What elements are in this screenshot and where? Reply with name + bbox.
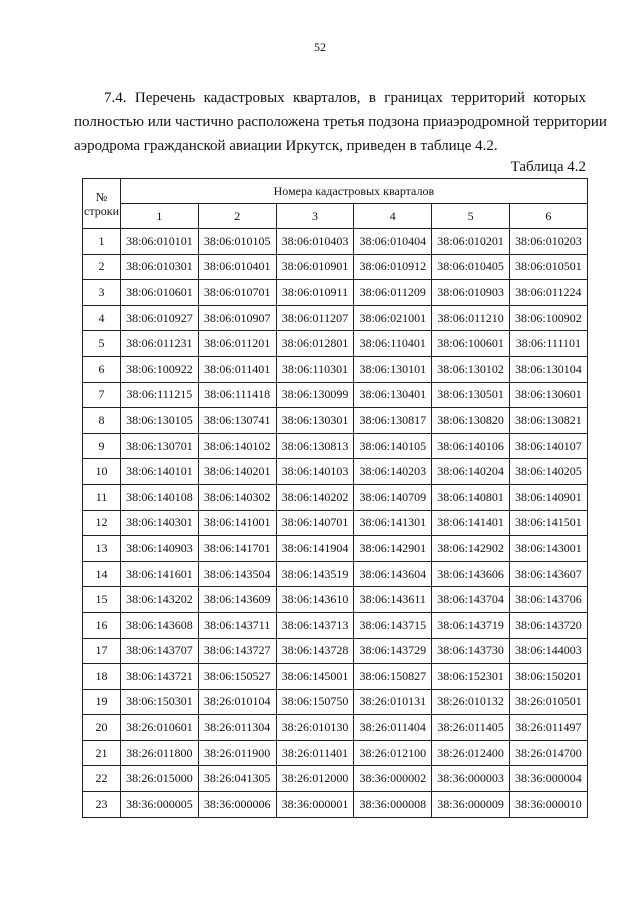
cadastral-number-cell: 38:06:143608 (121, 612, 199, 638)
table-row (83, 254, 588, 280)
row-number-cell: 6 (83, 356, 121, 382)
cadastral-number-cell: 38:06:111101 (509, 331, 587, 357)
cadastral-number-cell: 38:06:100902 (509, 305, 587, 331)
cadastral-number-cell: 38:06:011210 (432, 305, 510, 331)
table-row (83, 561, 588, 587)
cadastral-number-cell: 38:06:143719 (432, 612, 510, 638)
cadastral-number-cell: 38:26:011800 (121, 740, 199, 766)
cadastral-number-cell: 38:06:010404 (354, 229, 432, 255)
cadastral-number-cell: 38:26:012000 (276, 766, 354, 792)
cadastral-number-cell: 38:06:141601 (121, 561, 199, 587)
cadastral-number-cell: 38:36:000005 (121, 792, 199, 818)
table-row (83, 356, 588, 382)
cadastral-number-cell: 38:06:011231 (121, 331, 199, 357)
column-numbers-row (83, 204, 588, 229)
table-header-row (83, 179, 588, 204)
cadastral-number-cell: 38:06:010101 (121, 229, 199, 255)
cadastral-number-cell: 38:26:010131 (354, 689, 432, 715)
table-row (83, 229, 588, 255)
intro-line-2: полностью или частично расположена третья подзона приаэродромной территории (74, 114, 607, 130)
cadastral-number-cell: 38:06:130501 (432, 382, 510, 408)
table-row (83, 305, 588, 331)
cadastral-number-cell: 38:06:143611 (354, 587, 432, 613)
cadastral-number-cell: 38:06:140103 (276, 459, 354, 485)
cadastral-number-cell: 38:06:143729 (354, 638, 432, 664)
row-number-header-label: строки (84, 203, 119, 218)
cadastral-number-cell: 38:26:012400 (432, 740, 510, 766)
cadastral-number-cell: 38:06:130701 (121, 433, 199, 459)
table-row (83, 587, 588, 613)
cadastral-number-cell: 38:06:143715 (354, 612, 432, 638)
cadastral-number-cell: 38:06:130741 (198, 408, 276, 434)
table-row (83, 792, 588, 818)
cadastral-number-cell: 38:06:111215 (121, 382, 199, 408)
table-row (83, 715, 588, 741)
cadastral-number-cell: 38:06:141001 (198, 510, 276, 536)
row-number-header-symbol: № (95, 189, 108, 204)
table-row (83, 536, 588, 562)
page-number: 52 (314, 40, 326, 54)
table-row (83, 766, 588, 792)
cadastral-number-cell: 38:06:140205 (509, 459, 587, 485)
table-body (83, 229, 588, 818)
column-number-header: 1 (121, 204, 199, 229)
cadastral-number-cell: 38:06:150301 (121, 689, 199, 715)
cadastral-number-cell: 38:06:143720 (509, 612, 587, 638)
row-number-cell: 13 (83, 536, 121, 562)
cadastral-number-cell: 38:06:140801 (432, 484, 510, 510)
table-row (83, 331, 588, 357)
cadastral-number-cell: 38:06:141301 (354, 510, 432, 536)
table-row (83, 510, 588, 536)
cadastral-number-cell: 38:06:010901 (276, 254, 354, 280)
table-row (83, 382, 588, 408)
row-number-cell: 10 (83, 459, 121, 485)
cadastral-number-cell: 38:06:150750 (276, 689, 354, 715)
cadastral-number-cell: 38:06:010601 (121, 280, 199, 306)
cadastral-number-cell: 38:36:000001 (276, 792, 354, 818)
cadastral-number-cell: 38:06:143604 (354, 561, 432, 587)
cadastral-number-cell: 38:06:010201 (432, 229, 510, 255)
cadastral-number-cell: 38:06:010911 (276, 280, 354, 306)
cadastral-number-cell: 38:06:012801 (276, 331, 354, 357)
intro-paragraph (74, 86, 607, 158)
cadastral-number-cell: 38:26:012100 (354, 740, 432, 766)
cadastral-number-cell: 38:06:143504 (198, 561, 276, 587)
cadastral-number-cell: 38:26:014700 (509, 740, 587, 766)
cadastral-number-cell: 38:36:000003 (432, 766, 510, 792)
cadastral-number-cell: 38:06:011224 (509, 280, 587, 306)
cadastral-number-cell: 38:06:152301 (432, 664, 510, 690)
cadastral-number-cell: 38:06:130401 (354, 382, 432, 408)
row-number-cell: 19 (83, 689, 121, 715)
row-number-cell: 17 (83, 638, 121, 664)
row-number-cell: 18 (83, 664, 121, 690)
cadastral-number-cell: 38:06:143610 (276, 587, 354, 613)
cadastral-number-cell: 38:06:130813 (276, 433, 354, 459)
row-number-cell: 22 (83, 766, 121, 792)
cadastral-number-cell: 38:36:000006 (198, 792, 276, 818)
cadastral-number-cell: 38:06:130817 (354, 408, 432, 434)
cadastral-number-cell: 38:06:140903 (121, 536, 199, 562)
cadastral-number-cell: 38:06:143728 (276, 638, 354, 664)
table-row (83, 740, 588, 766)
table-row (83, 484, 588, 510)
cadastral-number-cell: 38:06:130104 (509, 356, 587, 382)
cadastral-number-cell: 38:26:011405 (432, 715, 510, 741)
cadastral-numbers-header: Номера кадастровых кварталов (121, 179, 588, 204)
cadastral-number-cell: 38:06:130821 (509, 408, 587, 434)
cadastral-number-cell: 38:06:143730 (432, 638, 510, 664)
cadastral-number-cell: 38:06:150527 (198, 664, 276, 690)
table-row (83, 280, 588, 306)
cadastral-number-cell: 38:06:100922 (121, 356, 199, 382)
row-number-cell: 1 (83, 229, 121, 255)
cadastral-number-cell: 38:06:130105 (121, 408, 199, 434)
cadastral-number-cell: 38:06:010401 (198, 254, 276, 280)
cadastral-number-cell: 38:06:011201 (198, 331, 276, 357)
column-number-header: 6 (509, 204, 587, 229)
cadastral-number-cell: 38:06:140201 (198, 459, 276, 485)
cadastral-number-cell: 38:06:145001 (276, 664, 354, 690)
cadastral-number-cell: 38:06:143609 (198, 587, 276, 613)
cadastral-number-cell: 38:06:141501 (509, 510, 587, 536)
cadastral-number-cell: 38:06:143606 (432, 561, 510, 587)
cadastral-quarters-table (82, 178, 588, 818)
cadastral-number-cell: 38:26:011497 (509, 715, 587, 741)
cadastral-number-cell: 38:06:140701 (276, 510, 354, 536)
cadastral-number-cell: 38:06:141701 (198, 536, 276, 562)
cadastral-number-cell: 38:06:140901 (509, 484, 587, 510)
cadastral-number-cell: 38:06:143713 (276, 612, 354, 638)
cadastral-number-cell: 38:06:140107 (509, 433, 587, 459)
row-number-cell: 12 (83, 510, 121, 536)
cadastral-number-cell: 38:26:011401 (276, 740, 354, 766)
cadastral-number-cell: 38:36:000009 (432, 792, 510, 818)
cadastral-number-cell: 38:06:130099 (276, 382, 354, 408)
cadastral-number-cell: 38:06:140302 (198, 484, 276, 510)
cadastral-number-cell: 38:26:010130 (276, 715, 354, 741)
row-number-cell: 11 (83, 484, 121, 510)
cadastral-number-cell: 38:06:010701 (198, 280, 276, 306)
cadastral-number-cell: 38:06:142902 (432, 536, 510, 562)
cadastral-number-cell: 38:36:000004 (509, 766, 587, 792)
cadastral-number-cell: 38:06:130301 (276, 408, 354, 434)
cadastral-number-cell: 38:06:010927 (121, 305, 199, 331)
cadastral-number-cell: 38:06:143519 (276, 561, 354, 587)
cadastral-number-cell: 38:06:111418 (198, 382, 276, 408)
cadastral-number-cell: 38:06:110401 (354, 331, 432, 357)
cadastral-number-cell: 38:06:140709 (354, 484, 432, 510)
cadastral-number-cell: 38:06:143721 (121, 664, 199, 690)
column-number-header: 2 (198, 204, 276, 229)
cadastral-number-cell: 38:06:140101 (121, 459, 199, 485)
cadastral-number-cell: 38:06:010203 (509, 229, 587, 255)
cadastral-number-cell: 38:06:143727 (198, 638, 276, 664)
cadastral-number-cell: 38:26:041305 (198, 766, 276, 792)
cadastral-number-cell: 38:06:100601 (432, 331, 510, 357)
cadastral-number-cell: 38:36:000010 (509, 792, 587, 818)
column-number-header: 3 (276, 204, 354, 229)
table-row (83, 459, 588, 485)
cadastral-number-cell: 38:06:010907 (198, 305, 276, 331)
row-number-cell: 16 (83, 612, 121, 638)
cadastral-number-cell: 38:26:010132 (432, 689, 510, 715)
row-number-cell: 3 (83, 280, 121, 306)
cadastral-number-cell: 38:06:141401 (432, 510, 510, 536)
cadastral-number-cell: 38:06:010105 (198, 229, 276, 255)
cadastral-number-cell: 38:26:015000 (121, 766, 199, 792)
intro-line-3: аэродрома гражданской авиации Иркутск, приведен в таблице 4.2. (74, 138, 498, 154)
cadastral-number-cell: 38:06:143202 (121, 587, 199, 613)
cadastral-number-cell: 38:06:021001 (354, 305, 432, 331)
table-row (83, 408, 588, 434)
cadastral-number-cell: 38:26:011404 (354, 715, 432, 741)
cadastral-number-cell: 38:26:011900 (198, 740, 276, 766)
table-row (83, 638, 588, 664)
cadastral-number-cell: 38:06:140105 (354, 433, 432, 459)
column-number-header: 4 (354, 204, 432, 229)
cadastral-number-cell: 38:06:140202 (276, 484, 354, 510)
cadastral-number-cell: 38:06:010912 (354, 254, 432, 280)
cadastral-number-cell: 38:36:000002 (354, 766, 432, 792)
table-row (83, 612, 588, 638)
cadastral-number-cell: 38:26:010501 (509, 689, 587, 715)
cadastral-number-cell: 38:06:142901 (354, 536, 432, 562)
cadastral-number-cell: 38:06:143704 (432, 587, 510, 613)
cadastral-number-cell: 38:26:010104 (198, 689, 276, 715)
row-number-cell: 14 (83, 561, 121, 587)
row-number-cell: 21 (83, 740, 121, 766)
cadastral-number-cell: 38:06:130102 (432, 356, 510, 382)
row-number-cell: 2 (83, 254, 121, 280)
intro-line-1: 7.4. Перечень кадастровых кварталов, в границах территорий которых (104, 90, 586, 106)
cadastral-number-cell: 38:06:010301 (121, 254, 199, 280)
cadastral-number-cell: 38:36:000008 (354, 792, 432, 818)
cadastral-number-cell: 38:06:143001 (509, 536, 587, 562)
cadastral-number-cell: 38:06:143707 (121, 638, 199, 664)
row-number-cell: 15 (83, 587, 121, 613)
cadastral-number-cell: 38:06:130101 (354, 356, 432, 382)
cadastral-number-cell: 38:06:141904 (276, 536, 354, 562)
cadastral-number-cell: 38:06:140106 (432, 433, 510, 459)
cadastral-number-cell: 38:06:143711 (198, 612, 276, 638)
cadastral-number-cell: 38:06:144003 (509, 638, 587, 664)
cadastral-number-cell: 38:06:010405 (432, 254, 510, 280)
cadastral-number-cell: 38:06:011207 (276, 305, 354, 331)
cadastral-number-cell: 38:06:143706 (509, 587, 587, 613)
cadastral-number-cell: 38:06:010903 (432, 280, 510, 306)
cadastral-number-cell: 38:06:143607 (509, 561, 587, 587)
cadastral-number-cell: 38:06:011209 (354, 280, 432, 306)
cadastral-number-cell: 38:06:140108 (121, 484, 199, 510)
row-number-cell: 4 (83, 305, 121, 331)
cadastral-number-cell: 38:06:140301 (121, 510, 199, 536)
cadastral-number-cell: 38:06:140204 (432, 459, 510, 485)
cadastral-number-cell: 38:06:110301 (276, 356, 354, 382)
table-caption: Таблица 4.2 (510, 159, 586, 175)
row-number-cell: 23 (83, 792, 121, 818)
table-row (83, 689, 588, 715)
row-number-cell: 8 (83, 408, 121, 434)
row-number-cell: 7 (83, 382, 121, 408)
cadastral-number-cell: 38:26:011304 (198, 715, 276, 741)
table-row (83, 664, 588, 690)
cadastral-number-cell: 38:06:010501 (509, 254, 587, 280)
column-number-header: 5 (432, 204, 510, 229)
row-number-cell: 5 (83, 331, 121, 357)
cadastral-number-cell: 38:06:130820 (432, 408, 510, 434)
cadastral-number-cell: 38:06:140102 (198, 433, 276, 459)
cadastral-number-cell: 38:06:150201 (509, 664, 587, 690)
cadastral-number-cell: 38:06:011401 (198, 356, 276, 382)
row-number-cell: 9 (83, 433, 121, 459)
row-number-cell: 20 (83, 715, 121, 741)
cadastral-number-cell: 38:06:150827 (354, 664, 432, 690)
cadastral-number-cell: 38:06:140203 (354, 459, 432, 485)
cadastral-number-cell: 38:06:010403 (276, 229, 354, 255)
table-row (83, 433, 588, 459)
cadastral-number-cell: 38:06:130601 (509, 382, 587, 408)
row-number-header (83, 179, 121, 229)
cadastral-number-cell: 38:26:010601 (121, 715, 199, 741)
